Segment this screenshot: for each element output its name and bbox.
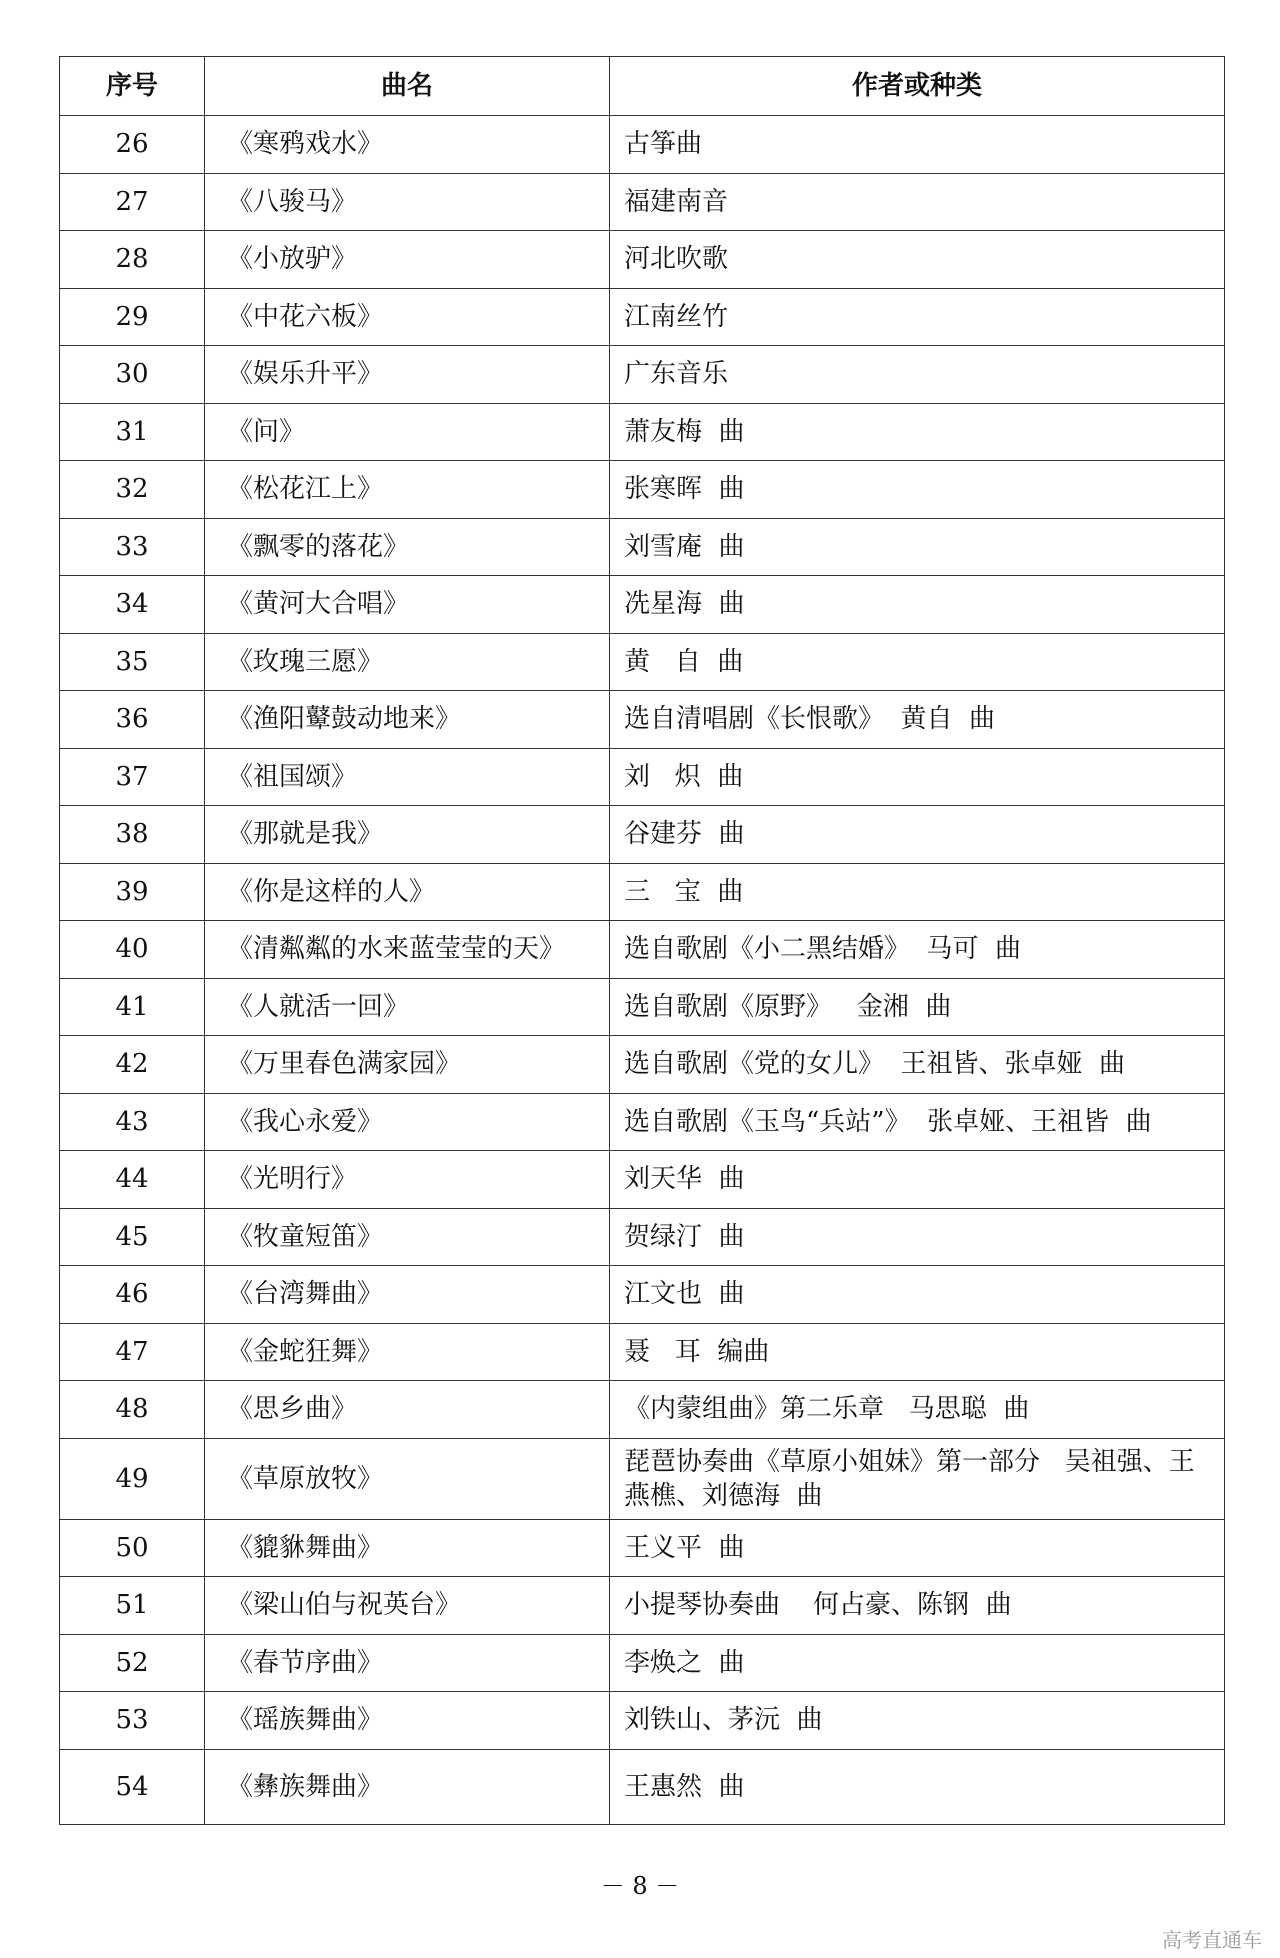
- table-row: [60, 1634, 1225, 1692]
- table-row: [60, 1692, 1225, 1750]
- song-author: 刘铁山、茅沅 曲: [610, 1692, 1225, 1750]
- table-row: [60, 173, 1225, 231]
- song-title: 《彝族舞曲》: [205, 1749, 610, 1824]
- song-title: 《我心永爱》: [205, 1093, 610, 1151]
- song-title: 《牧童短笛》: [205, 1208, 610, 1266]
- song-author: 聂 耳 编曲: [610, 1323, 1225, 1381]
- song-title: 《你是这样的人》: [205, 863, 610, 921]
- song-title: 《那就是我》: [205, 806, 610, 864]
- song-title: 《问》: [205, 403, 610, 461]
- header-index: 序号: [60, 57, 205, 116]
- song-title: 《祖国颂》: [205, 748, 610, 806]
- table-row: [60, 403, 1225, 461]
- song-title: 《万里春色满家园》: [205, 1036, 610, 1094]
- row-index: 30: [60, 346, 205, 404]
- song-author: 选自歌剧《党的女儿》 王祖皆、张卓娅 曲: [610, 1036, 1225, 1094]
- table-row: [60, 1266, 1225, 1324]
- song-title: 《瑶族舞曲》: [205, 1692, 610, 1750]
- song-title: 《春节序曲》: [205, 1634, 610, 1692]
- song-author: 江南丝竹: [610, 288, 1225, 346]
- row-index: 40: [60, 921, 205, 979]
- song-title: 《八骏马》: [205, 173, 610, 231]
- table-row: [60, 1036, 1225, 1094]
- table-row: [60, 806, 1225, 864]
- table-body: [60, 116, 1225, 1825]
- song-title: 《台湾舞曲》: [205, 1266, 610, 1324]
- song-author: 广东音乐: [610, 346, 1225, 404]
- table-row: [60, 691, 1225, 749]
- row-index: 44: [60, 1151, 205, 1209]
- table-row: [60, 116, 1225, 174]
- song-title: 《寒鸦戏水》: [205, 116, 610, 174]
- row-index: 47: [60, 1323, 205, 1381]
- row-index: 49: [60, 1438, 205, 1519]
- row-index: 32: [60, 461, 205, 519]
- table-row: [60, 1208, 1225, 1266]
- watermark: 高考直通车: [1162, 1928, 1262, 1952]
- row-index: 53: [60, 1692, 205, 1750]
- table-header-row: [60, 57, 1225, 116]
- song-author: 琵琶协奏曲《草原小姐妹》第一部分 吴祖强、王燕樵、刘德海 曲: [610, 1438, 1225, 1519]
- song-author: 冼星海 曲: [610, 576, 1225, 634]
- table-row: [60, 288, 1225, 346]
- row-index: 42: [60, 1036, 205, 1094]
- song-author: 刘 炽 曲: [610, 748, 1225, 806]
- song-title: 《小放驴》: [205, 231, 610, 289]
- song-title: 《渔阳鼙鼓动地来》: [205, 691, 610, 749]
- song-author: 谷建芬 曲: [610, 806, 1225, 864]
- row-index: 35: [60, 633, 205, 691]
- song-title: 《娱乐升平》: [205, 346, 610, 404]
- row-index: 28: [60, 231, 205, 289]
- row-index: 34: [60, 576, 205, 634]
- song-author: 王义平 曲: [610, 1519, 1225, 1577]
- song-title: 《飘零的落花》: [205, 518, 610, 576]
- song-title: 《黄河大合唱》: [205, 576, 610, 634]
- song-title: 《玫瑰三愿》: [205, 633, 610, 691]
- song-author: 刘天华 曲: [610, 1151, 1225, 1209]
- header-author: 作者或种类: [610, 57, 1225, 116]
- song-author: 古筝曲: [610, 116, 1225, 174]
- row-index: 39: [60, 863, 205, 921]
- song-title: 《中花六板》: [205, 288, 610, 346]
- row-index: 51: [60, 1577, 205, 1635]
- row-index: 29: [60, 288, 205, 346]
- song-title: 《草原放牧》: [205, 1438, 610, 1519]
- row-index: 45: [60, 1208, 205, 1266]
- table-row: [60, 633, 1225, 691]
- song-author: 选自歌剧《小二黑结婚》 马可 曲: [610, 921, 1225, 979]
- song-author: 选自清唱剧《长恨歌》 黄自 曲: [610, 691, 1225, 749]
- song-author: 河北吹歌: [610, 231, 1225, 289]
- song-title: 《清粼粼的水来蓝莹莹的天》: [205, 921, 610, 979]
- table-row: [60, 978, 1225, 1036]
- table-row: [60, 1438, 1225, 1519]
- song-author: 选自歌剧《玉鸟“兵站”》 张卓娅、王祖皆 曲: [610, 1093, 1225, 1151]
- table-row: [60, 1381, 1225, 1439]
- song-title: 《松花江上》: [205, 461, 610, 519]
- song-title: 《梁山伯与祝英台》: [205, 1577, 610, 1635]
- song-author: 小提琴协奏曲 何占豪、陈钢 曲: [610, 1577, 1225, 1635]
- song-author: 三 宝 曲: [610, 863, 1225, 921]
- row-index: 38: [60, 806, 205, 864]
- row-index: 41: [60, 978, 205, 1036]
- table-row: [60, 576, 1225, 634]
- song-title: 《思乡曲》: [205, 1381, 610, 1439]
- song-title: 《人就活一回》: [205, 978, 610, 1036]
- song-author: 江文也 曲: [610, 1266, 1225, 1324]
- song-author: 张寒晖 曲: [610, 461, 1225, 519]
- page-number: － 8 －: [600, 1872, 680, 1900]
- table-row: [60, 863, 1225, 921]
- row-index: 33: [60, 518, 205, 576]
- table-row: [60, 1323, 1225, 1381]
- table-row: [60, 461, 1225, 519]
- row-index: 54: [60, 1749, 205, 1824]
- song-author: 王惠然 曲: [610, 1749, 1225, 1824]
- row-index: 36: [60, 691, 205, 749]
- song-author: 福建南音: [610, 173, 1225, 231]
- song-author: 黄 自 曲: [610, 633, 1225, 691]
- table-row: [60, 921, 1225, 979]
- row-index: 50: [60, 1519, 205, 1577]
- song-author: 选自歌剧《原野》 金湘 曲: [610, 978, 1225, 1036]
- row-index: 37: [60, 748, 205, 806]
- song-title: 《貔貅舞曲》: [205, 1519, 610, 1577]
- row-index: 27: [60, 173, 205, 231]
- song-title: 《金蛇狂舞》: [205, 1323, 610, 1381]
- row-index: 48: [60, 1381, 205, 1439]
- row-index: 52: [60, 1634, 205, 1692]
- song-author: 《内蒙组曲》第二乐章 马思聪 曲: [610, 1381, 1225, 1439]
- table-row: [60, 346, 1225, 404]
- song-title: 《光明行》: [205, 1151, 610, 1209]
- table-row: [60, 1151, 1225, 1209]
- table-row: [60, 748, 1225, 806]
- song-table: [59, 56, 1225, 1825]
- table-row: [60, 1577, 1225, 1635]
- table-row: [60, 518, 1225, 576]
- row-index: 43: [60, 1093, 205, 1151]
- table-row: [60, 1093, 1225, 1151]
- table-row: [60, 1749, 1225, 1824]
- header-title: 曲名: [205, 57, 610, 116]
- song-author: 贺绿汀 曲: [610, 1208, 1225, 1266]
- song-author: 萧友梅 曲: [610, 403, 1225, 461]
- table-row: [60, 1519, 1225, 1577]
- row-index: 46: [60, 1266, 205, 1324]
- row-index: 31: [60, 403, 205, 461]
- song-author: 刘雪庵 曲: [610, 518, 1225, 576]
- row-index: 26: [60, 116, 205, 174]
- song-author: 李焕之 曲: [610, 1634, 1225, 1692]
- table-row: [60, 231, 1225, 289]
